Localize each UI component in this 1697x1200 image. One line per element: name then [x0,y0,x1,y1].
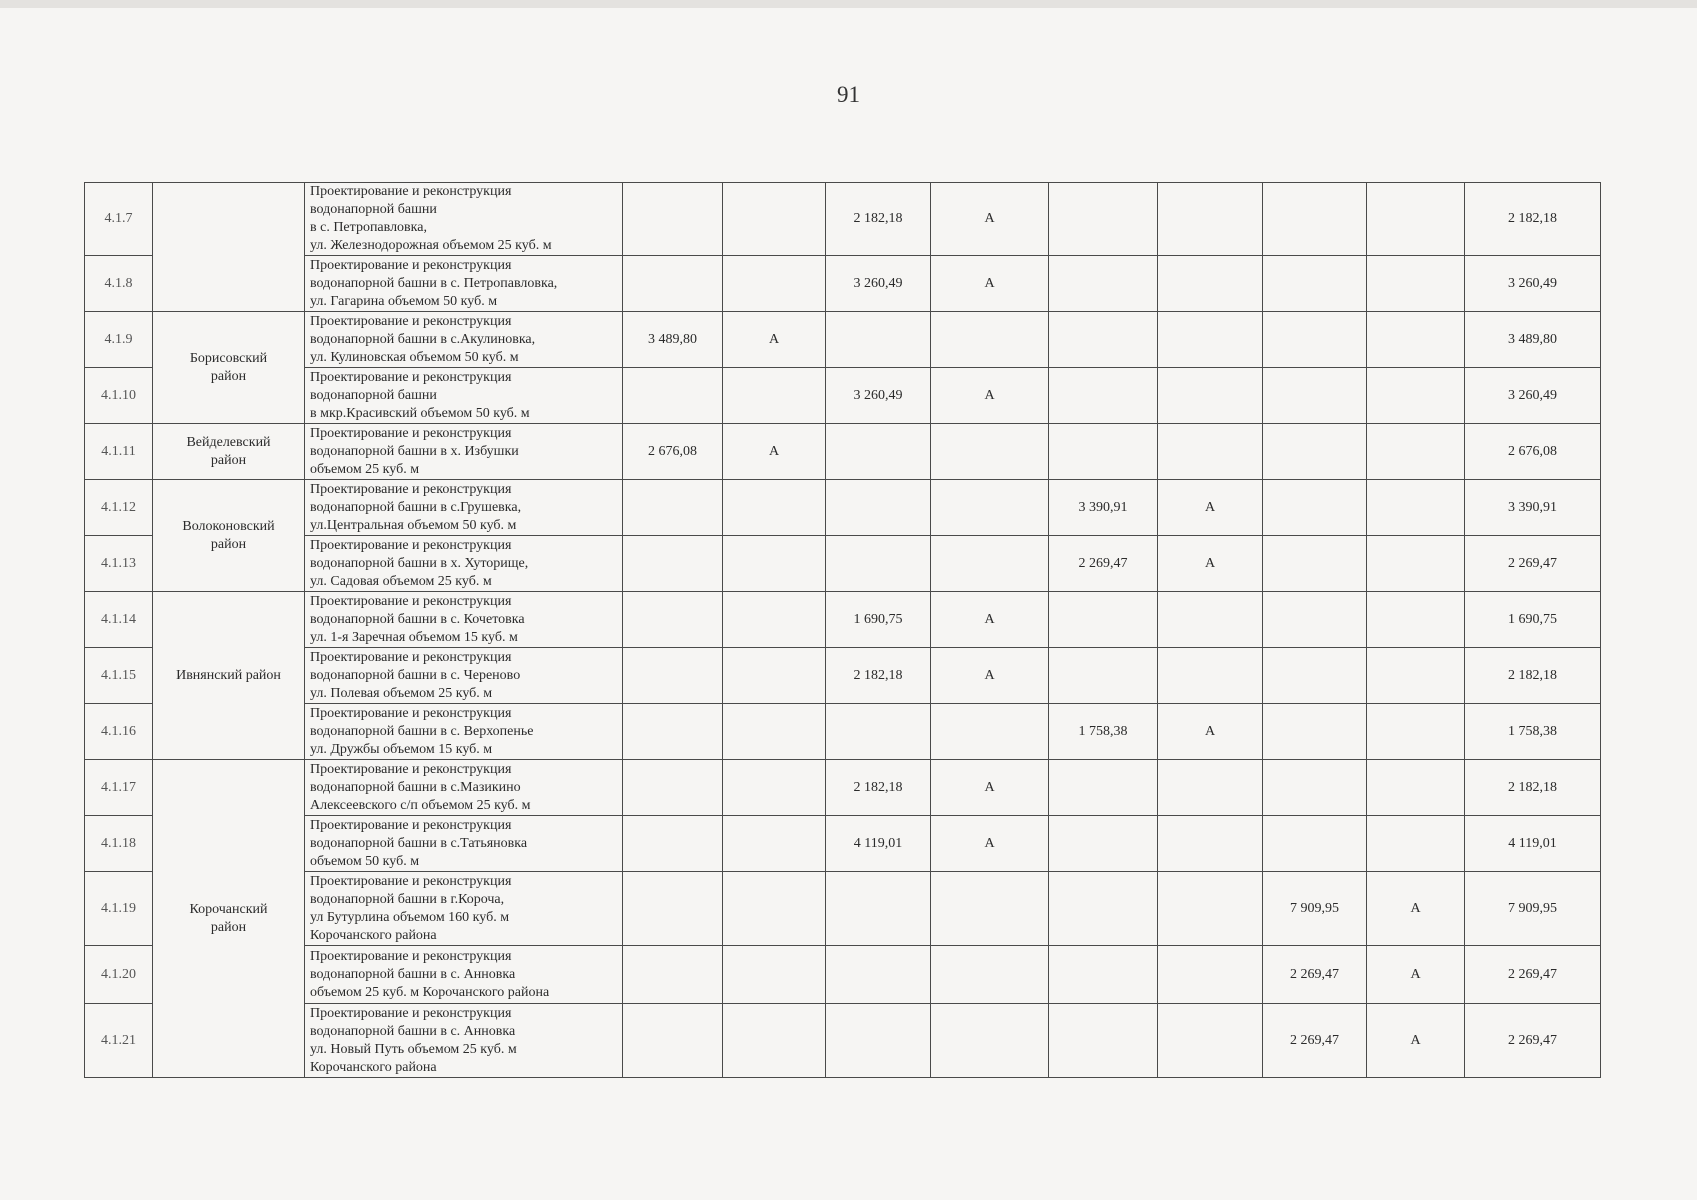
amount-period-2 [826,704,931,760]
item-number: 4.1.11 [85,424,153,480]
table-row [85,536,1601,592]
project-description [305,312,623,368]
amount-period-1 [623,816,723,872]
amount-period-1 [623,1004,723,1078]
description-line: водонапорной башни в с. Петропавловка, [310,275,558,291]
funding-source-3 [1158,760,1263,816]
description-line: объемом 25 куб. м Корочанского района [310,984,550,1000]
total-amount: 2 269,47 [1465,1004,1601,1078]
district-name: район [210,452,247,468]
item-number: 4.1.10 [85,368,153,424]
funding-source-1 [723,536,826,592]
item-number: 4.1.14 [85,592,153,648]
total-amount: 2 182,18 [1465,760,1601,816]
funding-source-2 [931,946,1049,1004]
amount-period-3 [1049,424,1158,480]
project-description [305,872,623,946]
description-line: Проектирование и реконструкция [310,257,512,273]
district-cell [153,480,305,592]
amount-period-4 [1263,480,1367,536]
amount-period-1: 2 676,08 [623,424,723,480]
table-row [85,183,1601,256]
amount-period-2: 2 182,18 [826,648,931,704]
funding-source-1 [723,256,826,312]
description-line: Проектирование и реконструкция [310,761,512,777]
amount-period-3: 3 390,91 [1049,480,1158,536]
project-description [305,183,623,256]
project-description [305,592,623,648]
table-row [85,946,1601,1004]
total-amount: 2 676,08 [1465,424,1601,480]
table-row [85,368,1601,424]
description-line: водонапорной башни в с.Грушевка, [310,499,522,515]
funding-source-1 [723,760,826,816]
amount-period-1 [623,480,723,536]
description-line: ул. Новый Путь объемом 25 куб. м [310,1041,517,1057]
amount-period-4 [1263,704,1367,760]
amount-period-3 [1049,946,1158,1004]
total-amount: 3 260,49 [1465,368,1601,424]
amount-period-2 [826,536,931,592]
amount-period-1 [623,536,723,592]
total-amount: 3 390,91 [1465,480,1601,536]
funding-source-2 [931,872,1049,946]
description-line: в с. Петропавловка, [310,220,427,235]
description-line: водонапорной башни в г.Короча, [310,891,505,907]
district-cell-empty [153,183,305,312]
description-line: Проектирование и реконструкция [310,1005,512,1021]
amount-period-4: 2 269,47 [1263,1004,1367,1078]
amount-period-4 [1263,368,1367,424]
description-line: водонапорной башни [310,387,437,403]
funding-source-4 [1367,760,1465,816]
funding-source-1 [723,368,826,424]
funding-source-1 [723,480,826,536]
funding-source-1 [723,592,826,648]
total-amount: 3 260,49 [1465,256,1601,312]
amount-period-1 [623,368,723,424]
table-row [85,480,1601,536]
funding-source-2: А [931,368,1049,424]
table-row [85,760,1601,816]
funding-source-2 [931,704,1049,760]
funding-source-3 [1158,1004,1263,1078]
table-row [85,256,1601,312]
amount-period-1 [623,946,723,1004]
project-description [305,704,623,760]
funding-source-2 [931,536,1049,592]
description-line: водонапорной башни [310,202,437,217]
description-line: ул. Дружбы объемом 15 куб. м [310,741,493,757]
amount-period-3 [1049,1004,1158,1078]
amount-period-1 [623,648,723,704]
total-amount: 7 909,95 [1465,872,1601,946]
amount-period-4 [1263,648,1367,704]
amount-period-4 [1263,183,1367,256]
description-line: водонапорной башни в с.Мазикино [310,779,521,795]
description-line: водонапорной башни в с. Череново [310,667,521,683]
item-number: 4.1.9 [85,312,153,368]
funding-source-1 [723,648,826,704]
district-cell [153,424,305,480]
district-name: Ивнянский район [176,667,281,683]
table-row [85,1004,1601,1078]
funding-source-4 [1367,592,1465,648]
funding-source-2 [931,480,1049,536]
description-line: объемом 25 куб. м [310,461,420,477]
amount-period-1 [623,872,723,946]
scan-top-edge [0,0,1697,8]
funding-source-4 [1367,648,1465,704]
description-line: водонапорной башни в х. Избушки [310,443,519,459]
funding-source-2 [931,312,1049,368]
funding-source-4 [1367,183,1465,256]
item-number: 4.1.16 [85,704,153,760]
amount-period-4 [1263,424,1367,480]
amount-period-2 [826,1004,931,1078]
funding-source-2: А [931,760,1049,816]
funding-source-3 [1158,816,1263,872]
amount-period-2: 2 182,18 [826,760,931,816]
district-name: район [210,919,247,935]
funding-source-4: А [1367,1004,1465,1078]
funding-source-2: А [931,183,1049,256]
funding-source-4 [1367,312,1465,368]
funding-source-1 [723,946,826,1004]
item-number: 4.1.20 [85,946,153,1004]
table-row [85,704,1601,760]
amount-period-2 [826,946,931,1004]
project-description [305,946,623,1004]
amount-period-2 [826,480,931,536]
table-row [85,592,1601,648]
amount-period-3: 2 269,47 [1049,536,1158,592]
amount-period-3 [1049,648,1158,704]
district-name: Корочанский [189,901,268,917]
amount-period-4 [1263,592,1367,648]
project-description [305,256,623,312]
amount-period-3 [1049,760,1158,816]
funding-source-2: А [931,256,1049,312]
district-cell [153,760,305,1078]
item-number: 4.1.12 [85,480,153,536]
description-line: водонапорной башни в с. Анновка [310,1023,516,1039]
description-line: ул. Железнодорожная объемом 25 куб. м [310,238,552,253]
total-amount: 3 489,80 [1465,312,1601,368]
amount-period-2 [826,872,931,946]
description-line: Алексеевского с/п объемом 25 куб. м [310,797,531,813]
amount-period-4 [1263,536,1367,592]
funding-source-4: А [1367,946,1465,1004]
funding-source-2 [931,1004,1049,1078]
description-line: водонапорной башни в с. Анновка [310,966,516,982]
description-line: ул. Полевая объемом 25 куб. м [310,685,493,701]
item-number: 4.1.19 [85,872,153,946]
total-amount: 1 758,38 [1465,704,1601,760]
funding-source-3 [1158,872,1263,946]
description-line: ул. Садовая объемом 25 куб. м [310,573,492,589]
amount-period-3 [1049,592,1158,648]
funding-source-3: А [1158,536,1263,592]
amount-period-4: 2 269,47 [1263,946,1367,1004]
description-line: Корочанского района [310,927,437,943]
table-row [85,872,1601,946]
project-description [305,480,623,536]
description-line: в мкр.Красивский объемом 50 куб. м [310,405,530,421]
district-name: Волоконовский [182,518,275,534]
description-line: водонапорной башни в с. Кочетовка [310,611,525,627]
amount-period-3 [1049,816,1158,872]
description-line: водонапорной башни в с. Верхопенье [310,723,534,739]
description-line: Проектирование и реконструкция [310,425,512,441]
total-amount: 2 269,47 [1465,946,1601,1004]
funding-source-4 [1367,480,1465,536]
amount-period-2: 1 690,75 [826,592,931,648]
item-number: 4.1.15 [85,648,153,704]
project-description [305,1004,623,1078]
funding-source-4 [1367,368,1465,424]
item-number: 4.1.21 [85,1004,153,1078]
funding-source-2: А [931,648,1049,704]
description-line: Проектирование и реконструкция [310,948,512,964]
projects-table [84,182,1601,1078]
amount-period-4 [1263,816,1367,872]
amount-period-2: 2 182,18 [826,183,931,256]
amount-period-2: 3 260,49 [826,368,931,424]
description-line: Проектирование и реконструкция [310,313,512,329]
amount-period-1 [623,704,723,760]
total-amount: 2 182,18 [1465,183,1601,256]
amount-period-3 [1049,368,1158,424]
total-amount: 2 182,18 [1465,648,1601,704]
funding-source-1: А [723,424,826,480]
page-number: 91 [837,82,860,107]
description-line: Проектирование и реконструкция [310,705,512,721]
amount-period-4 [1263,256,1367,312]
item-number: 4.1.7 [85,183,153,256]
table-row [85,816,1601,872]
funding-source-3 [1158,648,1263,704]
funding-source-4 [1367,704,1465,760]
amount-period-4: 7 909,95 [1263,872,1367,946]
amount-period-3 [1049,256,1158,312]
funding-source-4 [1367,256,1465,312]
amount-period-1: 3 489,80 [623,312,723,368]
funding-source-3 [1158,312,1263,368]
description-line: ул. Гагарина объемом 50 куб. м [310,293,498,309]
table-row [85,424,1601,480]
description-line: Проектирование и реконструкция [310,369,512,385]
funding-source-3: А [1158,704,1263,760]
funding-source-3 [1158,592,1263,648]
project-description [305,760,623,816]
item-number: 4.1.13 [85,536,153,592]
funding-source-3 [1158,368,1263,424]
district-name: район [210,368,247,384]
item-number: 4.1.8 [85,256,153,312]
funding-source-4 [1367,424,1465,480]
amount-period-2: 3 260,49 [826,256,931,312]
amount-period-3 [1049,312,1158,368]
funding-source-4: А [1367,872,1465,946]
amount-period-1 [623,760,723,816]
table-row [85,312,1601,368]
funding-source-1 [723,704,826,760]
project-description [305,536,623,592]
amount-period-1 [623,183,723,256]
project-description [305,368,623,424]
description-line: Проектирование и реконструкция [310,817,512,833]
funding-source-3 [1158,256,1263,312]
description-line: ул. 1-я Заречная объемом 15 куб. м [310,629,518,645]
amount-period-4 [1263,312,1367,368]
item-number: 4.1.18 [85,816,153,872]
total-amount: 4 119,01 [1465,816,1601,872]
description-line: водонапорной башни в х. Хуторище, [310,555,529,571]
amount-period-1 [623,256,723,312]
amount-period-2: 4 119,01 [826,816,931,872]
amount-period-2 [826,312,931,368]
funding-source-2: А [931,592,1049,648]
description-line: ул. Кулиновская объемом 50 куб. м [310,349,519,365]
description-line: Проектирование и реконструкция [310,184,512,199]
amount-period-3 [1049,872,1158,946]
description-line: Проектирование и реконструкция [310,537,512,553]
amount-period-3: 1 758,38 [1049,704,1158,760]
funding-source-4 [1367,816,1465,872]
description-line: Проектирование и реконструкция [310,481,512,497]
funding-source-3 [1158,946,1263,1004]
district-cell [153,592,305,760]
funding-source-1 [723,872,826,946]
description-line: водонапорной башни в с.Акулиновка, [310,331,536,347]
funding-source-1: А [723,312,826,368]
funding-source-3 [1158,183,1263,256]
description-line: Проектирование и реконструкция [310,593,512,609]
amount-period-1 [623,592,723,648]
funding-source-1 [723,183,826,256]
funding-source-3: А [1158,480,1263,536]
district-name: Борисовский [189,350,268,366]
funding-source-2: А [931,816,1049,872]
funding-source-1 [723,1004,826,1078]
project-description [305,648,623,704]
description-line: объемом 50 куб. м [310,853,420,869]
district-name: район [210,536,247,552]
project-description [305,816,623,872]
item-number: 4.1.17 [85,760,153,816]
amount-period-2 [826,424,931,480]
project-description [305,424,623,480]
district-name: Вейделевский [186,434,271,450]
amount-period-4 [1263,760,1367,816]
funding-source-3 [1158,424,1263,480]
funding-source-4 [1367,536,1465,592]
description-line: ул.Центральная объемом 50 куб. м [310,517,517,533]
district-cell [153,312,305,424]
amount-period-3 [1049,183,1158,256]
total-amount: 1 690,75 [1465,592,1601,648]
description-line: Проектирование и реконструкция [310,649,512,665]
funding-source-1 [723,816,826,872]
description-line: водонапорной башни в с.Татьяновка [310,835,528,851]
total-amount: 2 269,47 [1465,536,1601,592]
description-line: Проектирование и реконструкция [310,873,512,889]
table-row [85,648,1601,704]
description-line: ул Бутурлина объемом 160 куб. м [310,909,510,925]
description-line: Корочанского района [310,1059,437,1075]
funding-source-2 [931,424,1049,480]
